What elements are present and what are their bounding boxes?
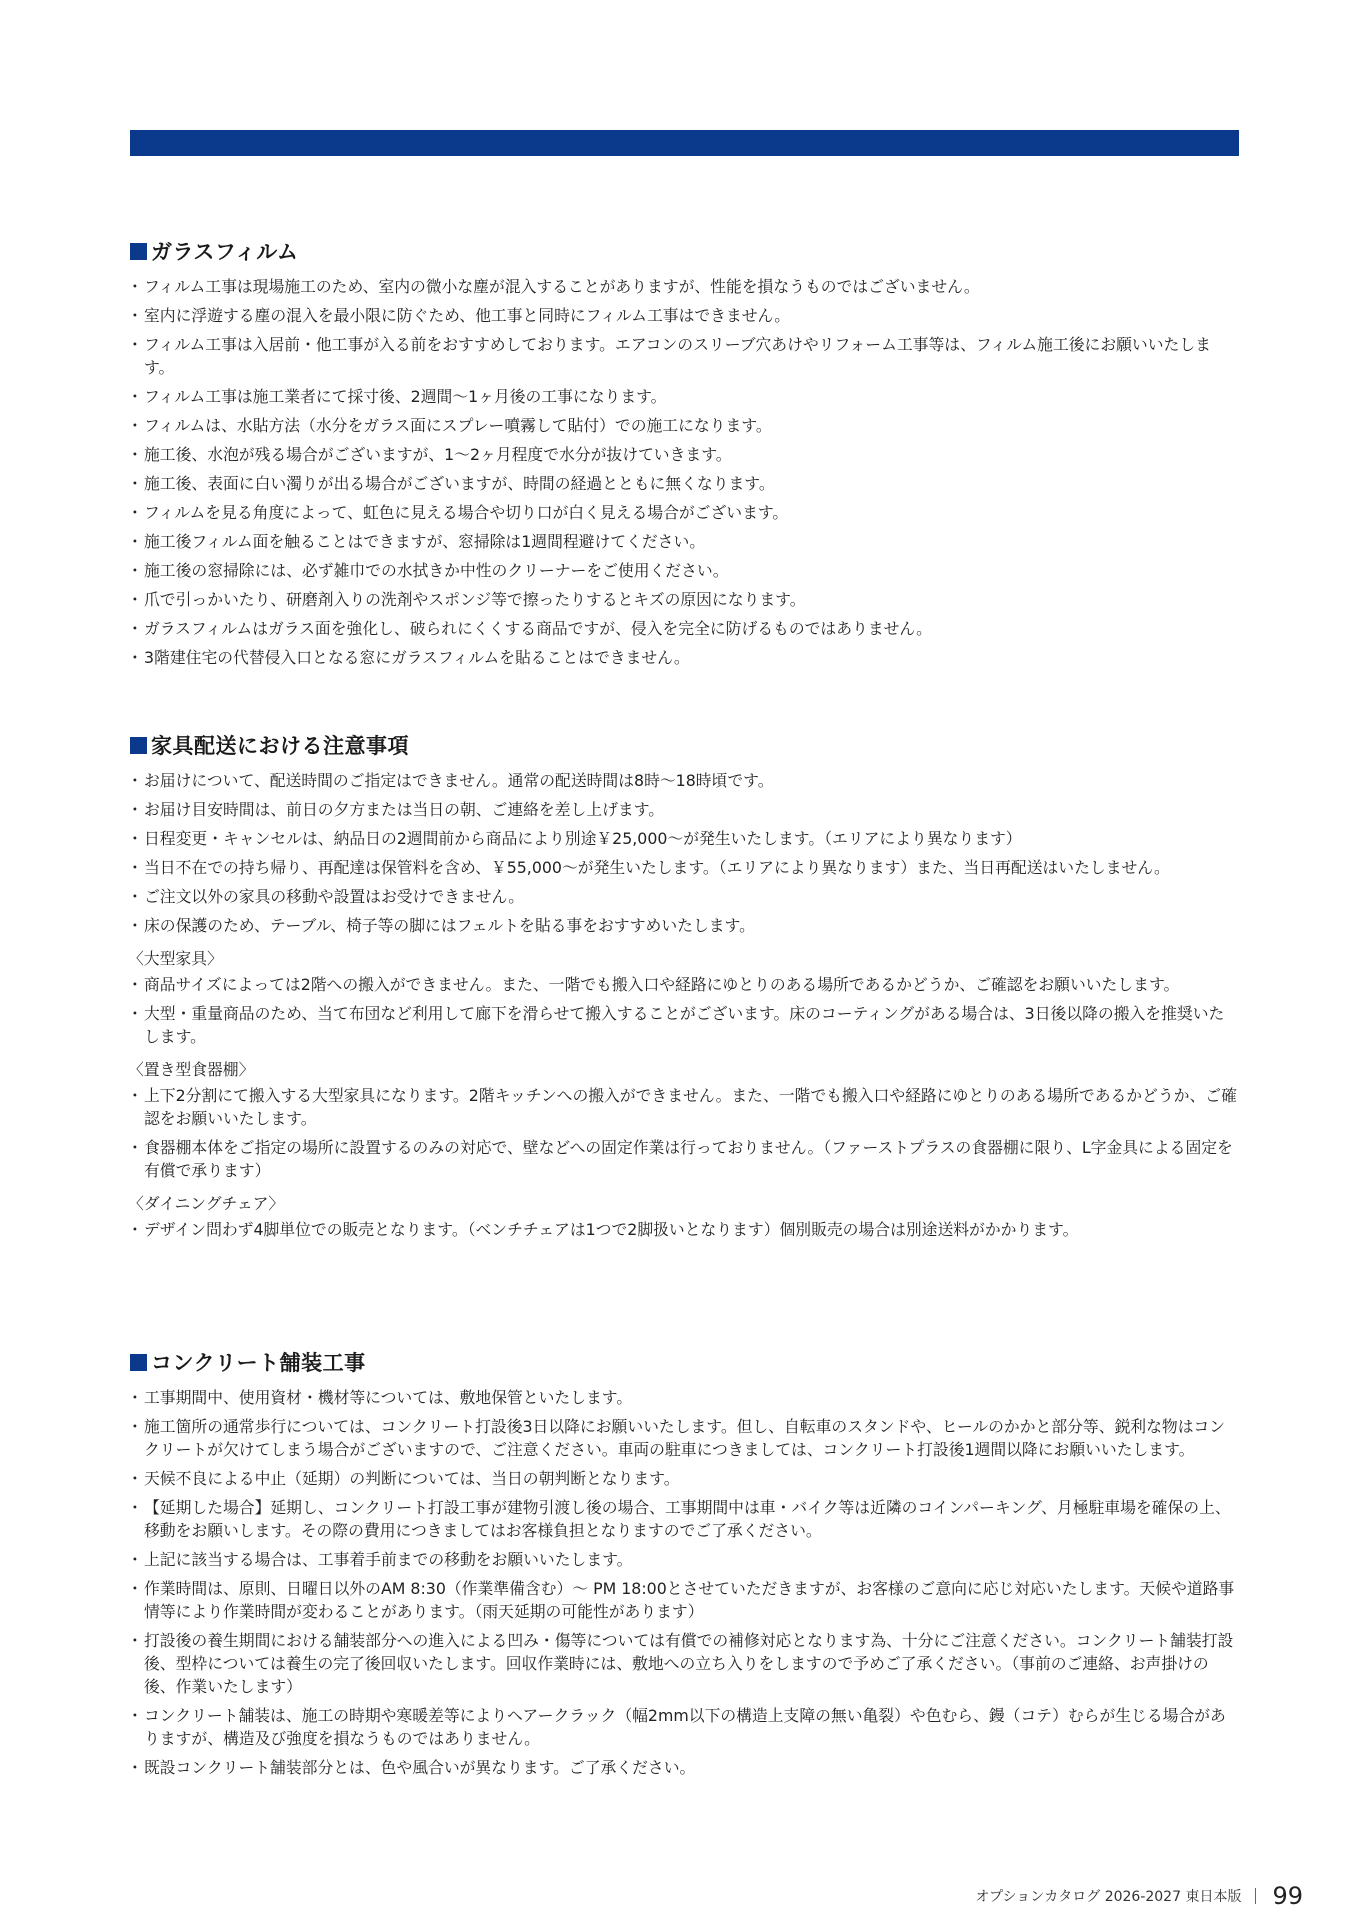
subheading-dining-chair: 〈ダイニングチェア〉 bbox=[128, 1194, 285, 1213]
list-item: ・ 作業時間は、原則、日曜日以外のAM 8:30（作業準備含む）〜 PM 18:00とさせていただきますが、お客様のご意向に応じ対応いたします。天候や道路事情等により作業時間が変わることがあります。（雨天延期の可能性があります） bbox=[130, 1577, 1239, 1623]
list-item: ・ デザイン問わず4脚単位での販売となります。（ベンチチェアは1つで2脚扱いとなります）個別販売の場合は別途送料がかかります。 bbox=[130, 1218, 1239, 1241]
notice-list bbox=[130, 1218, 1239, 1241]
section-heading bbox=[130, 236, 1239, 266]
section-title: コンクリート舗装工事 bbox=[151, 1351, 366, 1375]
list-item: ・ コンクリート舗装は、施工の時期や寒暖差等によりヘアークラック（幅2mm以下の構造上支障の無い亀裂）や色むら、鏝（コテ）むらが生じる場合がありますが、構造及び強度を損なうものではありません。 bbox=[130, 1704, 1239, 1750]
list-item: ・ 日程変更・キャンセルは、納品日の2週間前から商品により別途￥25,000〜が発生いたします。（エリアにより異なります） bbox=[130, 827, 1239, 850]
list-item: ・ 当日不在での持ち帰り、再配達は保管料を含め、￥55,000〜が発生いたします。（エリアにより異なります）また、当日再配送はいたしません。 bbox=[130, 856, 1239, 879]
square-bullet-icon bbox=[130, 243, 147, 260]
list-item: ・ 食器棚本体をご指定の場所に設置するのみの対応で、壁などへの固定作業は行っておりません。（ファーストプラスの食器棚に限り、L字金具による固定を有償で承ります） bbox=[130, 1136, 1239, 1182]
section-heading bbox=[130, 1347, 1239, 1377]
subheading-cupboard: 〈置き型食器棚〉 bbox=[128, 1060, 255, 1079]
list-item: ・ 上記に該当する場合は、工事着手前までの移動をお願いいたします。 bbox=[130, 1548, 1239, 1571]
section-concrete-paving bbox=[130, 1347, 1239, 1785]
list-item: ・ 爪で引っかいたり、研磨剤入りの洗剤やスポンジ等で擦ったりするとキズの原因になります。 bbox=[130, 588, 1239, 611]
square-bullet-icon bbox=[130, 1354, 147, 1371]
list-item: ・ 施工後フィルム面を触ることはできますが、窓掃除は1週間程避けてください。 bbox=[130, 530, 1239, 553]
list-item: ・ フィルム工事は入居前・他工事が入る前をおすすめしております。エアコンのスリーブ穴あけやリフォーム工事等は、フィルム施工後にお願いいたします。 bbox=[130, 333, 1239, 379]
section-glass-film bbox=[130, 236, 1239, 675]
page-footer bbox=[976, 1882, 1304, 1910]
square-bullet-icon bbox=[130, 737, 147, 754]
list-item: ・ お届け目安時間は、前日の夕方または当日の朝、ご連絡を差し上げます。 bbox=[130, 798, 1239, 821]
list-item: ・ 商品サイズによっては2階への搬入ができません。また、一階でも搬入口や経路にゆとりのある場所であるかどうか、ご確認をお願いいたします。 bbox=[130, 973, 1239, 996]
footer-divider bbox=[1255, 1888, 1256, 1904]
list-item: ・ 施工後、水泡が残る場合がございますが、1〜2ヶ月程度で水分が抜けていきます。 bbox=[130, 443, 1239, 466]
list-item: ・ 3階建住宅の代替侵入口となる窓にガラスフィルムを貼ることはできません。 bbox=[130, 646, 1239, 669]
notice-list bbox=[130, 275, 1239, 669]
list-item: ・ 【延期した場合】延期し、コンクリート打設工事が建物引渡し後の場合、工事期間中は車・バイク等は近隣のコインパーキング、月極駐車場を確保の上、移動をお願いします。その際の費用につきましてはお客様負担となりますのでご了承ください。 bbox=[130, 1496, 1239, 1542]
list-item: ・ 施工後、表面に白い濁りが出る場合がございますが、時間の経過とともに無くなります。 bbox=[130, 472, 1239, 495]
list-item: ・ フィルムは、水貼方法（水分をガラス面にスプレー噴霧して貼付）での施工になります。 bbox=[130, 414, 1239, 437]
section-heading bbox=[130, 730, 1239, 760]
list-item: ・ 床の保護のため、テーブル、椅子等の脚にはフェルトを貼る事をおすすめいたします。 bbox=[130, 914, 1239, 937]
list-item: ・ 施工後の窓掃除には、必ず雑巾での水拭きか中性のクリーナーをご使用ください。 bbox=[130, 559, 1239, 582]
list-item: ・ 打設後の養生期間における舗装部分への進入による凹み・傷等については有償での補修対応となります為、十分にご注意ください。コンクリート舗装打設後、型枠については養生の完了後回収いたします。回収作業時には、敷地への立ち入りをしますので予めご了承ください。（事前のご連絡、お声掛けの後、作業いたします） bbox=[130, 1629, 1239, 1698]
list-item: ・ 上下2分割にて搬入する大型家具になります。2階キッチンへの搬入ができません。また、一階でも搬入口や経路にゆとりのある場所であるかどうか、ご確認をお願いいたします。 bbox=[130, 1084, 1239, 1130]
section-title: ガラスフィルム bbox=[151, 240, 299, 264]
list-item: ・ フィルムを見る角度によって、虹色に見える場合や切り口が白く見える場合がございます。 bbox=[130, 501, 1239, 524]
notice-list bbox=[130, 1386, 1239, 1779]
list-item: ・ 室内に浮遊する塵の混入を最小限に防ぐため、他工事と同時にフィルム工事はできません。 bbox=[130, 304, 1239, 327]
section-furniture-delivery bbox=[130, 730, 1239, 1247]
list-item: ・ フィルム工事は現場施工のため、室内の微小な塵が混入することがありますが、性能を損なうものではございません。 bbox=[130, 275, 1239, 298]
notice-list bbox=[130, 769, 1239, 937]
notice-list bbox=[130, 1084, 1239, 1182]
notice-list bbox=[130, 973, 1239, 1048]
list-item: ・ 天候不良による中止（延期）の判断については、当日の朝判断となります。 bbox=[130, 1467, 1239, 1490]
page-number: 99 bbox=[1272, 1882, 1303, 1910]
catalog-name: オプションカタログ 2026-2027 東日本版 bbox=[975, 1889, 1242, 1905]
list-item: ・ 工事期間中、使用資材・機材等については、敷地保管といたします。 bbox=[130, 1386, 1239, 1409]
list-item: ・ ご注文以外の家具の移動や設置はお受けできません。 bbox=[130, 885, 1239, 908]
list-item: ・ 施工箇所の通常歩行については、コンクリート打設後3日以降にお願いいたします。但し、自転車のスタンドや、ヒールのかかと部分等、鋭利な物はコンクリートが欠けてしまう場合がございますので、ご注意ください。車両の駐車につきましては、コンクリート打設後1週間以降にお願いいたします。 bbox=[130, 1415, 1239, 1461]
list-item: ・ フィルム工事は施工業者にて採寸後、2週間〜1ヶ月後の工事になります。 bbox=[130, 385, 1239, 408]
subheading-large-furniture: 〈大型家具〉 bbox=[128, 949, 223, 968]
list-item: ・ 既設コンクリート舗装部分とは、色や風合いが異なります。ご了承ください。 bbox=[130, 1756, 1239, 1779]
list-item: ・ ガラスフィルムはガラス面を強化し、破られにくくする商品ですが、侵入を完全に防げるものではありません。 bbox=[130, 617, 1239, 640]
list-item: ・ 大型・重量商品のため、当て布団など利用して廊下を滑らせて搬入することがございます。床のコーティングがある場合は、3日後以降の搬入を推奨いたします。 bbox=[130, 1002, 1239, 1048]
list-item: ・ お届けについて、配送時間のご指定はできません。通常の配送時間は8時〜18時頃です。 bbox=[130, 769, 1239, 792]
section-title: 家具配送における注意事項 bbox=[151, 734, 409, 758]
header-bar bbox=[130, 130, 1239, 156]
